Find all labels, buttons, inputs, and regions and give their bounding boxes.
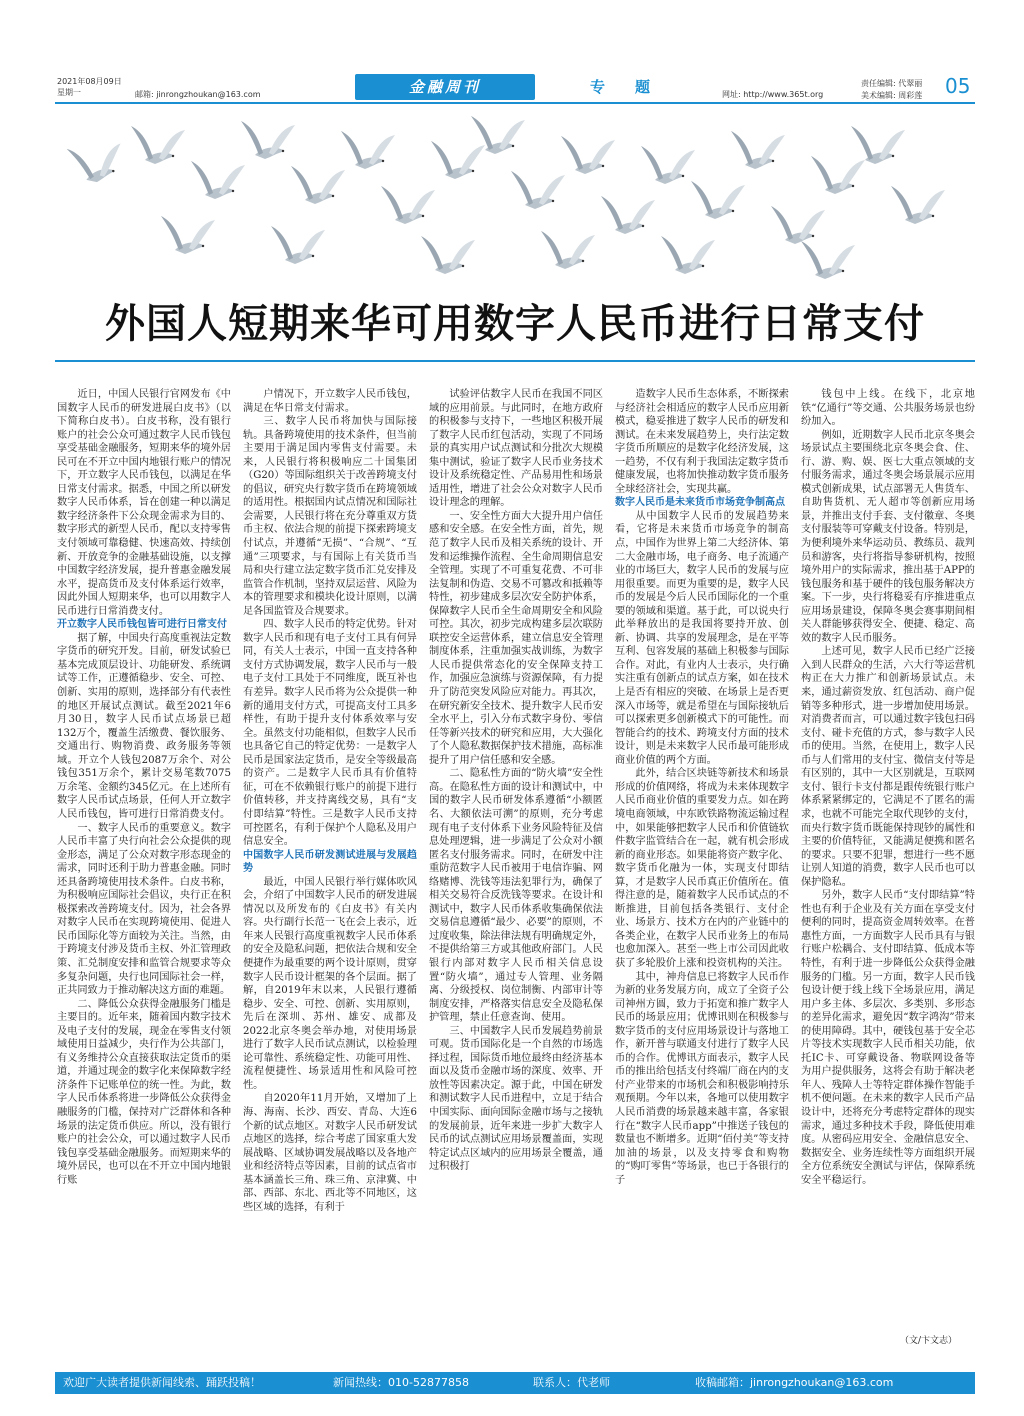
masthead-rule [55, 102, 975, 104]
flying-birds-illustration [55, 112, 975, 292]
paragraph: 一、安全性方面大大提升用户信任感和安全感。在安全性方面，首先，规范了数字人民币及相关系统的设计、开发和运维操作流程、全生命周期信息安全管理。实现了不可重复花费、不可非法复制和伪造、交易不可篡改和抵赖等特性，初步建成多层次安全防护体系，保障数字人民币全生命周期安全和风险可控。其次，初步完成构建多层次联防联控安全运营体系，建立信息安全管理制度体系，注重加强实战训练，为数字人民币提供常态化的安全保障支持工作，加强应急演练与资源保障，有力提升了防范突发风险应对能力。再其次，在研究新安全技术、提升数字人民币安全水平上，引入分布式数字身份、零信任等新兴技术的研究和应用，大大强化了个人隐私数据保护技术措施，高标准提升了用户信任感和安全感。 [429, 510, 603, 766]
article-headline: 外国人短期来华可用数字人民币进行日常支付 [105, 301, 925, 347]
column-1 [57, 388, 231, 1340]
paragraph: 最近，中国人民银行举行媒体吹风会，介绍了中国数字人民币的研发进展情况以及所发布的《白皮书》有关内容。央行副行长范一飞在会上表示，近年来人民银行高度重视数字人民币体系的安全及隐私问题，把依法合规和安全便捷作为最重要的两个设计原则，贯穿数字人民币设计框架的各个层面。据了解，自2019年末以来，人民银行遵循稳步、安全、可控、创新、实用原则，先后在深圳、苏州、雄安、成都及2022北京冬奥会举办地，对使用场景进行了数字人民币试点测试，以检验理论可靠性、系统稳定性、功能可用性、流程便捷性、场景适用性和风险可控性。 [243, 876, 417, 1091]
paragraph: 上述可见，数字人民币已经广泛接入到人民群众的生活，六大行等运营机构正在大力推广和创新场景试点。未来，通过薪资发放、红包活动、商户促销等多种形式，进一步增加使用场景。对消费者而言，可以通过数字钱包扫码支付、碰卡充值的方式，参与数字人民币的使用。当然，在使用上，数字人民币与人们常用的支付宝、微信支付等是有区别的，其中一大区别就是，互联网支付、银行卡支付都是跟传统银行账户体系紧紧绑定的，它满足不了匿名的需求，也就不可能完全取代现钞的支付，而央行数字货币既能保持现钞的属性和主要的价值特征，又能满足便携和匿名的要求。只要不犯罪，想进行一些不愿让别人知道的消费，数字人民币也可以保护隐私。 [801, 646, 975, 888]
editors: 责任编辑: 代翠丽 美术编辑: 周彩莲 [861, 79, 923, 100]
paragraph: 试验评估数字人民币在我国不同区域的应用前景。与此同时，在地方政府的积极参与支持下，一些地区积极开展了数字人民币红包活动，实现了不同场景的真实用户试点测试和分批次大规模集中测试，验证了数字人民币业务技术设计及系统稳定性、产品易用性和场景适用性，增进了社会公众对数字人民币设计理念的理解。 [429, 389, 603, 509]
page-number: 05 [945, 74, 971, 98]
masthead [55, 72, 975, 106]
paragraph: 其中，神舟信息已将数字人民币作为新的业务发展方向，成立了全资子公司神州方圆，致力于拓宽和推广数字人民币的场景应用；优博讯则在积极参与数字货币的支付应用场景设计与落地工作，新开普与联通支付进行了数字人民币的合作。优博讯方面表示，数字人民币的推出给包括支付终端厂商在内的支付产业带来的市场机会和积极影响持乐观预期。今年以来，各地可以使用数字人民币消费的场景越来越丰富，各家银行在“数字人民币app”中推送子钱包的数量也不断增多。近期“佰付美”等支持加油的场景，以及支持零食和购物的“购叮零售”等场景，也已于各银行的子 [615, 971, 789, 1186]
footer-email: 收稿邮箱：jinrongzhoukan@163.com [695, 1376, 894, 1389]
paragraph: 例如，近期数字人民币北京冬奥会场景试点主要围绕北京冬奥会食、住、行、游、购、娱、医七大重点领域的支付服务需求，通过冬奥会场景展示应用模式创新成果，试点部署无人售货车、自助售货机、无人超市等创新应用场景，并推出支付手套、支付徽章、冬奥支付服装等可穿戴支付设备。特别是，为便利境外来华运动员、教练员、裁判员和游客，央行将指导参研机构，按照境外用户的实际需求，推出基于APP的钱包服务和基于硬件的钱包服务解决方案。下一步，央行将稳妥有序推进重点应用场景建设，保障冬奥会赛事期间相关人群能够获得安全、便捷、稳定、高效的数字人民币服务。 [801, 429, 975, 644]
column-4 [615, 388, 789, 1340]
footer-invite: 欢迎广大读者提供新闻线索、踊跃投稿！ [63, 1376, 261, 1389]
footer-hotline: 新闻热线：010-52877858 [333, 1376, 469, 1389]
paragraph: 从中国数字人民币的发展趋势来看，它将是未来货币市场竞争的制高点，中国作为世界上第二大经济体、第二大金融市场，电子商务、电子流通产业的市场巨大，数字人民币的发展与应用很重要。而更为重要的是，数字人民币的发展是今后人民币国际化的一个重要的领域和渠道。基于此，可以说央行此举释放出的是我国将要持开放、创新、协调、共享的发展理念，是在平等互利、包容发展的基础上积极参与国际合作。对此，有业内人士表示，央行确实注重有创新点的试点方案，如在技术上是否有相应的突破、在场景上是否更深入市场等，就是希望在与国际接轨后可以探索更多创新模式下的可能性。而智能合约的技术、跨境支付方面的技术设计，则是未来数字人民币最可能形成商业价值的两个方面。 [615, 510, 789, 766]
paragraph: 三、数字人民币将加快与国际接轨。具备跨境使用的技术条件，但当前主要用于满足国内零售支付需要。未来，人民银行将积极响应二十国集团（G20）等国际组织关于改善跨境支付的倡议，研究央行数字货币在跨境领域的适用性。根据国内试点情况和国际社会需要，人民银行将在充分尊重双方货币主权、依法合规的前提下探索跨境支付试点，并遵循“无损”、“合规”、“互通”三项要求，与有国际上有关货币当局和央行建立法定数字货币汇兑安排及监管合作机制，坚持双层运营、风险为本的管理要求和模块化设计原则，以满足各国监管及合规要求。 [243, 416, 417, 617]
paper-logo: 金融周刊 [355, 74, 535, 100]
paragraph: 造数字人民币生态体系，不断探索与经济社会相适应的数字人民币应用新模式，稳妥推进了数字人民币的研发和测试。在未来发展趋势上，央行法定数字货币所顺应的是数字化经济发展，这一趋势，不仅有利于我国法定数字货币健康发展，也将加快推动数字货币服务全球经济社会，实现共赢。 [615, 389, 789, 495]
headline-rule [55, 360, 975, 362]
column-5 [801, 388, 975, 1340]
paragraph: 此外，结合区块链等新技术和场景形成的价值网络，将成为未来体现数字人民币商业价值的重要发力点。如在跨境电商领域，中东欧铁路物流运输过程中，如果能够把数字人民币和价值链软件数字监管结合在一起，就有机会形成新的商业形态。如果能将资产数字化、数字货币化融为一体，实现支付即结算，才是数字人民币真正价值所在。值得注意的是，随着数字人民币试点的不断推进，目前包括各类银行、支付企业、场景方、技术方在内的产业链中的各类企业，在数字人民币业务上的布局也愈加深入。甚至一些上市公司因此收获了多轮股价上涨和投资机构的关注。 [615, 768, 789, 969]
issue-date: 2021年08月09日 星期一 [57, 77, 122, 97]
paragraph: 据了解，中国央行高度重视法定数字货币的研究开发。目前，研发试验已基本完成顶层设计、功能研发、系统调试等工作，正遵循稳步、安全、可控、创新、实用的原则，选择部分有代表性的地区开展试点测试。截至2021年6月30日，数字人民币试点场景已超132万个，覆盖生活缴费、餐饮服务、交通出行、购物消费、政务服务等领域。开立个人钱包2087万余个、对公钱包351万余个，累计交易笔数7075万余笔、金额约345亿元。在上述所有数字人民币试点场景，任何人开立数字人民币钱包，皆可进行日常消费支付。 [57, 632, 231, 820]
subheading: 开立数字人民币钱包皆可进行日常支付 [57, 619, 227, 631]
section-name: 专题 [589, 78, 680, 96]
column-2 [243, 388, 417, 1340]
column-3 [429, 388, 603, 1340]
article-body [57, 388, 975, 1340]
paragraph: 四、数字人民币的特定优势。针对数字人民币和现有电子支付工具有何异同，有关人士表示，中国一直支持各种支付方式协调发展，数字人民币与一般电子支付工具处于不同维度，既互补也有差异。数字人民币将为公众提供一种新的通用支付方式，可提高支付工具多样性，有助于提升支付体系效率与安全。虽然支付功能相似，但数字人民币也具备它自己的特定优势：一是数字人民币是国家法定货币，是安全等级最高的资产。二是数字人民币具有价值特征，可在不依赖银行账户的前提下进行价值转移，并支持离线交易，具有“支付即结算”特性。三是数字人民币支持可控匿名，有利于保护个人隐私及用户信息安全。 [243, 619, 417, 848]
subheading: 中国数字人民币研发测试进展与发展趋势 [243, 849, 417, 875]
subheading: 数字人民币是未来货币市场竞争制高点 [615, 497, 785, 509]
masthead-website: 网址: http://www.365t.org [722, 90, 824, 99]
paragraph: 钱包中上线。在线下，北京地铁“亿通行”等交通、公共服务场景也纷纷加入。 [801, 389, 975, 428]
bird-flock [67, 116, 945, 279]
paragraph: 户情况下，开立数字人民币钱包，满足在华日常支付需求。 [243, 389, 417, 414]
footer-contact: 联系人：代老师 [533, 1376, 610, 1389]
paragraph: 自2020年11月开始，又增加了上海、海南、长沙、西安、青岛、大连6个新的试点地区。对数字人民币研发试点地区的选择，综合考虑了国家重大发展战略、区域协调发展战略以及各地产业和经济特点等因素，目前的试点省市基本涵盖长三角、珠三角、京津冀、中部、西部、东北、西北等不同地区，这些区域的选择，有利于 [243, 1093, 417, 1213]
masthead-email: 邮箱: jinrongzhoukan@163.com [135, 90, 261, 99]
paragraph: 近日，中国人民银行官网发布《中国数字人民币的研发进展白皮书》（以下简称白皮书）。白皮书称，没有银行账户的社会公众可通过数字人民币钱包享受基础金融服务，短期来华的境外居民可在不开立中国内地银行账户的情况下，开立数字人民币钱包，以满足在华日常支付需求。据悉，中国之所以研发数字人民币体系，旨在创建一种以满足数字经济条件下公众现金需求为目的、数字形式的新型人民币，配以支持零售支付领域可靠稳健、快速高效、持续创新、开放竞争的金融基础设施，以支撑中国数字经济发展，提升普惠金融发展水平，提高货币及支付体系运行效率，因此外国人短期来华，也可以用数字人民币进行日常消费支付。 [57, 389, 231, 617]
author-credit: （文/卞文志） [900, 1336, 958, 1346]
paragraph: 三、中国数字人民币发展趋势前景可观。货币国际化是一个自然的市场选择过程，国际货币地位最终由经济基本面以及货币金融市场的深度、效率、开放性等因素决定。源于此，中国在研发和测试数字人民币进程中，立足于结合中国实际、面向国际金融市场与之接轨的发展前景，近年来进一步扩大数字人民币的试点测试应用场景覆盖面，实现特定试点区域内的应用场景全覆盖，通过积极打 [429, 1025, 603, 1173]
paragraph: 另外，数字人民币“支付即结算”特性也有利于企业及有关方面在享受支付便利的同时，提高资金周转效率。在普惠性方面，一方面数字人民币具有与银行账户松耦合、支付即结算、低成本等特性，有利于进一步降低公众获得金融服务的门槛。另一方面，数字人民币钱包设计便于线上线下全场景应用，满足用户多主体、多层次、多类别、多形态的差异化需求，避免因“数字鸿沟”带来的使用障碍。其中，硬钱包基于安全芯片等技术实现数字人民币相关功能，依托IC卡、可穿戴设备、物联网设备等为用户提供服务，这将会有助于解决老年人、残障人士等特定群体操作智能手机不便问题。在未来的数字人民币产品设计中，还将充分考虑特定群体的现实需求，通过多种技术手段，降低使用难度。从密码应用安全、金融信息安全、数据安全、业务连续性等方面组织开展全方位系统安全测试与评估，保障系统安全平稳运行。 [801, 890, 975, 1186]
footer-banner [55, 1372, 975, 1394]
paragraph: 一、数字人民币的重要意义。数字人民币丰富了央行向社会公众提供的现金形态，满足了公众对数字形态现金的需求，同时还利于助力普惠金融。同时还具备跨境使用技术条件。白皮书称，为积极响应国际社会倡议，央行正在积极探索改善跨境支付。因为，社会各界对数字人民币在实现跨境使用、促进人民币国际化等方面较为关注。当然，由于跨境支付涉及货币主权、外汇管理政策、汇兑制度安排和监管合规要求等众多复杂问题，央行也同国际社会一样，正共同致力于推动解决这方面的难题。 [57, 822, 231, 997]
paragraph: 二、隐私性方面的“防火墙”安全性高。在隐私性方面的设计和测试中，中国的数字人民币研发体系遵循“小额匿名、大额依法可溯”的原则，充分考虑现有电子支付体系下业务风险特征及信息处理逻辑，进一步满足了公众对小额匿名支付服务需求。同时，在研发中注重防范数字人民币被用于电信诈骗、网络赌博、洗钱等违法犯罪行为，确保了相关交易符合反洗钱等要求。在设计和测试中，数字人民币体系收集确保依法交易信息遵循“最少、必要”的原则，不过度收集，除法律法规有明确规定外，不提供给第三方或其他政府部门。人民银行内部对数字人民币相关信息设置“防火墙”，通过专人管理、业务隔离、分级授权、岗位制衡、内部审计等制度安排，严格落实信息安全及隐私保护管理，禁止任意查询、使用。 [429, 768, 603, 1024]
paragraph: 二、降低公众获得金融服务门槛是主要目的。近年来，随着国内数字技术及电子支付的发展，现金在零售支付领域使用日益减少，央行作为公共部门，有义务维持公众直接获取法定货币的渠道，并通过现金的数字化来保障数字经济条件下记账单位的统一性。为此，数字人民币体系将进一步降低公众获得金融服务的门槛，保持对广泛群体和各种场景的法定货币供应。所以，没有银行账户的社会公众，可以通过数字人民币钱包享受基础金融服务。而短期来华的境外居民，也可以在不开立中国内地银行账 [57, 998, 231, 1186]
